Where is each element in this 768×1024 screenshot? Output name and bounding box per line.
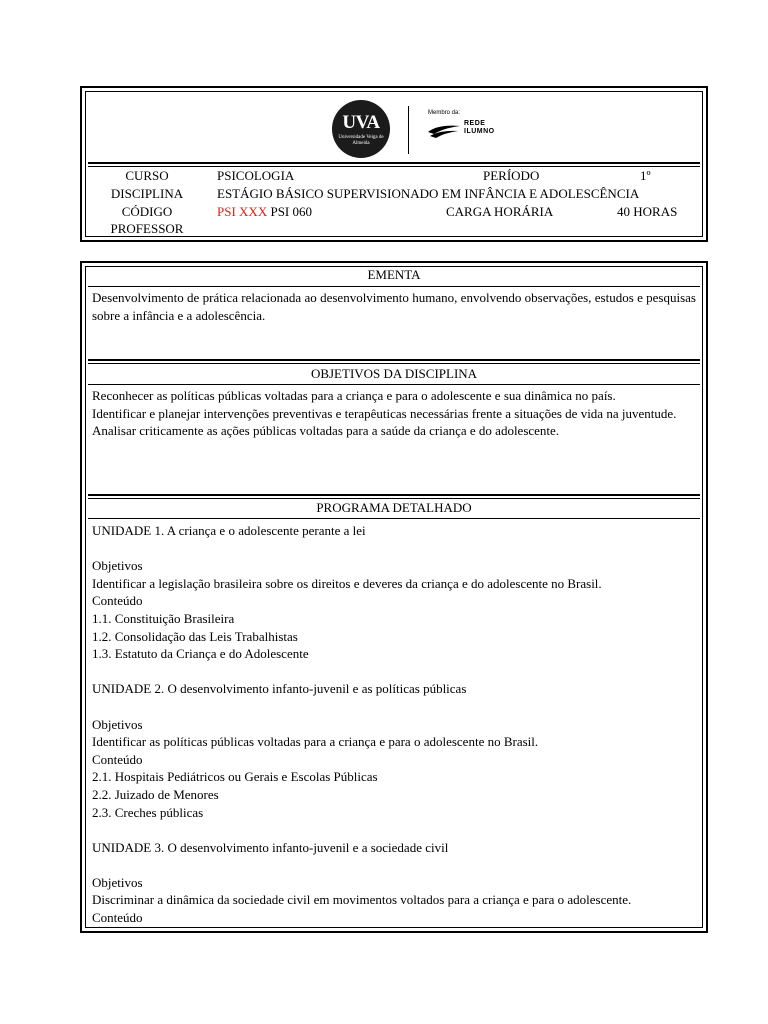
periodo-value: 1º <box>640 168 651 183</box>
carga-label: CARGA HORÁRIA <box>446 204 554 219</box>
uva-logo <box>332 100 390 158</box>
programa-line: Conteúdo <box>92 751 143 767</box>
programa-line: Conteúdo <box>92 593 143 609</box>
programa-line <box>92 540 696 558</box>
header-divider <box>88 162 700 167</box>
curso-row <box>82 168 702 184</box>
periodo-label: PERÍODO <box>483 168 540 183</box>
programa-line: Identificar a legislação brasileira sobre os direitos e deveres da criança e do adolescente no Brasil. <box>92 575 602 591</box>
logo-divider <box>408 106 409 154</box>
programa-title: PROGRAMA DETALHADO <box>316 500 472 515</box>
ilumno-swoosh-icon <box>426 122 462 140</box>
header-box <box>80 86 708 242</box>
disciplina-label: DISCIPLINA <box>110 186 184 201</box>
curso-label: CURSO <box>125 168 169 183</box>
logo-area <box>332 100 592 160</box>
programa-line: UNIDADE 3. O desenvolvimento infanto-juvenil e a sociedade civil <box>92 839 449 855</box>
programa-line: Objetivos <box>92 558 143 574</box>
programa-line: Identificar as políticas públicas voltadas para a criança e para o adolescente no Brasil. <box>92 734 539 750</box>
rede-ilumno-logo-text <box>464 120 495 136</box>
ementa-title-rule <box>88 286 700 287</box>
codigo-label: CÓDIGO <box>121 204 173 219</box>
carga-value: 40 HORAS <box>617 204 678 219</box>
programa-line: 2.1. Hospitais Pediátricos ou Gerais e Escolas Públicas <box>92 769 378 785</box>
content-box <box>80 261 708 933</box>
programa-line <box>92 821 696 839</box>
professor-row <box>82 221 702 237</box>
codigo-row <box>82 204 702 220</box>
programa-text <box>92 522 696 927</box>
programa-line: 2.3. Creches públicas <box>92 804 204 820</box>
uva-logo-text: UVA <box>342 112 380 133</box>
disciplina-value: ESTÁGIO BÁSICO SUPERVISIONADO EM INFÂNCIA E ADOLESCÊNCIA <box>217 186 640 201</box>
programa-line: 1.1. Constituição Brasileira <box>92 610 235 626</box>
objetivo-line: Reconhecer as políticas públicas voltadas para a criança e para o adolescente e sua dinâmica no país. <box>92 388 616 403</box>
uva-logo-subtitle: Universidade Veiga de Almeida <box>338 135 384 146</box>
curso-value: PSICOLOGIA <box>217 168 295 183</box>
objetivos-title-rule <box>88 384 700 385</box>
ementa-divider <box>88 359 700 364</box>
ementa-title: EMENTA <box>367 267 421 282</box>
programa-line: Discriminar a dinâmica da sociedade civil em movimentos voltados para a criança e para o adolescente. <box>92 892 632 908</box>
rede-text: REDE <box>464 120 486 127</box>
objetivo-line: Identificar e planejar intervenções preventivas e terapêuticas necessárias frente a situações de vida na juventude. <box>92 405 677 421</box>
programa-line: 1.2. Consolidação das Leis Trabalhistas <box>92 628 298 644</box>
disciplina-row <box>82 186 702 202</box>
objetivos-text <box>92 387 696 440</box>
objetivo-line: Analisar criticamente as ações públicas voltadas para a saúde da criança e do adolescente. <box>92 423 560 438</box>
programa-line: Objetivos <box>92 716 143 732</box>
ementa-text: Desenvolvimento de prática relacionada ao desenvolvimento humano, envolvendo observações, estudos e pesquisas sobre a infância e a adolescência. <box>92 290 696 323</box>
codigo-placeholder: PSI XXX <box>217 204 268 219</box>
programa-line: 1.3. Estatuto da Criança e do Adolescente <box>92 646 309 662</box>
programa-line <box>92 856 696 874</box>
programa-line: UNIDADE 1. A criança e o adolescente perante a lei <box>92 523 366 538</box>
programa-line: 2.2. Juizado de Menores <box>92 786 219 802</box>
programa-title-rule <box>88 518 700 519</box>
programa-line <box>92 663 696 681</box>
membro-label: Membro da: <box>428 110 461 116</box>
programa-line: Objetivos <box>92 874 143 890</box>
codigo-value: PSI 060 <box>270 204 313 219</box>
programa-line: Conteúdo <box>92 910 143 926</box>
ilumno-text: ILUMNO <box>464 128 495 135</box>
objetivos-title: OBJETIVOS DA DISCIPLINA <box>310 366 478 381</box>
objetivos-divider <box>88 494 700 499</box>
professor-label: PROFESSOR <box>110 221 184 236</box>
programa-line <box>92 698 696 716</box>
programa-line: UNIDADE 2. O desenvolvimento infanto-juvenil e as políticas públicas <box>92 681 467 697</box>
